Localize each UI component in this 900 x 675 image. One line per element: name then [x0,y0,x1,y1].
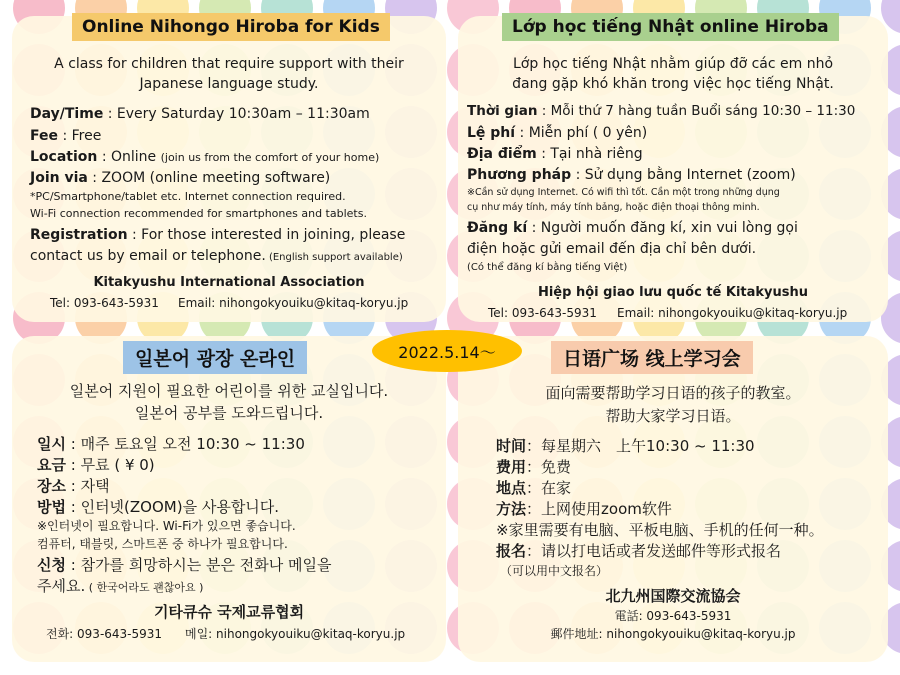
english-intro-line-2: Japanese language study. [139,76,319,92]
korean-place-value: : 자택 [65,477,110,495]
vietnamese-fee [467,125,647,141]
korean-note-line-1: ※인터넷이 필요합니다. Wi-Fi가 있으면 좋습니다. [37,519,296,533]
vietnamese-method-label: Phương pháp [467,167,572,183]
chinese-email[interactable]: 郵件地址: nihongokyouiku@kitaq-koryu.jp [550,627,796,641]
vietnamese-fee-value: : Miễn phí ( 0 yên) [515,125,648,141]
korean-reg-value: : 참가를 희망하시는 분은 전화나 메일을 [65,556,332,574]
korean-registration-line-2 [37,578,203,595]
korean-reg-note: ( 한국어라도 괜찮아요 ) [85,581,204,594]
korean-time-value: : 매주 토요일 오전 10:30 ~ 11:30 [65,435,305,453]
chinese-time-value: ：每星期六 上午10:30 ~ 11:30 [526,437,755,455]
chinese-tel: 電話: 093-643-5931 [614,609,732,623]
korean-method-value: : 인터넷(ZOOM)을 사용합니다. [65,498,280,516]
start-date-badge: 2022.5.14～ [372,330,522,372]
korean-reg-value-2: 주세요. [37,577,86,595]
english-registration-line-2 [30,248,403,264]
english-join [30,170,330,186]
chinese-intro-line-2: 帮助大家学习日语。 [605,407,741,425]
vietnamese-title: Lớp học tiếng Nhật online Hiroba [502,13,839,41]
vietnamese-place-value: : Tại nhà riêng [536,146,643,162]
vietnamese-email[interactable]: Email: nihongokyouiku@kitaq-koryu.jp [617,306,848,320]
korean-intro-line-2: 일본어 공부를 도와드립니다. [134,404,324,422]
chinese-reg-label: 报名 [496,542,527,560]
chinese-title: 日语广场 线上学习会 [551,341,753,374]
english-intro-line-1: A class for children that require support with their [54,56,404,72]
chinese-time [496,438,755,455]
chinese-method-value: ：上网使用zoom软件 [526,500,672,518]
english-note-line-2: Wi-Fi connection recommended for smartphones and tablets. [30,207,367,220]
english-note-line-1: *PC/Smartphone/tablet etc. Internet connection required. [30,190,346,203]
english-day-label: Day/Time [30,106,104,122]
english-reg-label: Registration [30,227,128,243]
english-location-label: Location [30,149,98,165]
vietnamese-method [467,167,796,183]
english-fee-value: : Free [58,128,102,144]
vietnamese-registration-line-2: điện hoặc gửi email đến địa chỉ bên dưới. [467,241,757,257]
english-day-value: : Every Saturday 10:30am – 11:30am [103,106,370,122]
vietnamese-reg-note: (Có thể đăng kí bằng tiếng Việt) [467,262,628,273]
chinese-fee [496,459,571,476]
vietnamese-registration [467,220,798,236]
chinese-method [496,501,672,518]
english-fee [30,128,101,144]
vietnamese-method-value: : Sử dụng bằng Internet (zoom) [571,167,796,183]
english-day-time [30,106,370,122]
korean-place [37,478,110,495]
korean-note-line-2: 컴퓨터, 태블릿, 스마트폰 중 하나가 필요합니다. [37,537,288,551]
vietnamese-tel: Tel: 093-643-5931 [488,306,597,320]
vietnamese-fee-label: Lệ phí [467,125,516,141]
english-title: Online Nihongo Hiroba for Kids [72,13,390,41]
korean-email[interactable]: 메일: nihongokyouiku@kitaq-koryu.jp [185,627,406,641]
chinese-registration [496,543,781,560]
vietnamese-intro-line-2: đang gặp khó khăn trong việc học tiếng Nhật. [512,76,834,92]
chinese-fee-value: ：免费 [526,458,572,476]
english-join-value: : ZOOM (online meeting software) [87,170,331,186]
english-association: Kitakyushu International Association [93,275,365,290]
english-location-value: : Online [97,149,161,165]
english-tel: Tel: 093-643-5931 [50,296,159,310]
korean-registration [37,557,332,574]
vietnamese-reg-value: : Người muốn đăng kí, xin vui lòng gọi [527,220,798,236]
vietnamese-time [467,104,855,120]
korean-fee-label: 요금 [37,456,66,474]
english-location [30,149,379,165]
chinese-fee-label: 费用 [496,458,527,476]
chinese-reg-value: ：请以打电话或者发送邮件等形式报名 [526,542,782,560]
english-location-note: (join us from the comfort of your home) [160,151,380,164]
english-email[interactable]: Email: nihongokyouiku@kitaq-koryu.jp [178,296,409,310]
korean-time-label: 일시 [37,435,66,453]
chinese-place-value: ：在家 [526,479,572,497]
vietnamese-reg-label: Đăng kí [467,220,528,236]
korean-method-label: 방법 [37,498,66,516]
korean-fee-value: : 무료 ( ¥ 0) [65,456,155,474]
chinese-note: ※家里需要有电脑、平板电脑、手机的任何一种。 [496,521,824,539]
english-registration [30,227,405,243]
korean-tel: 전화: 093-643-5931 [46,627,163,641]
korean-place-label: 장소 [37,477,66,495]
chinese-time-label: 时间 [496,437,527,455]
korean-reg-label: 신청 [37,556,66,574]
korean-fee [37,457,155,474]
chinese-place [496,480,571,497]
chinese-association: 北九州国際交流協会 [605,587,741,605]
korean-association: 기타큐슈 국제교류협회 [153,603,305,621]
vietnamese-note-line-1: ※Cần sử dụng Internet. Có wifi thì tốt. Cần một trong những dụng [467,187,780,198]
vietnamese-intro-line-1: Lớp học tiếng Nhật nhằm giúp đỡ các em nhỏ [512,56,834,72]
vietnamese-time-value: : Mỗi thứ 7 hàng tuần Buổi sáng 10:30 – 11:30 [537,103,856,119]
chinese-method-label: 方法 [496,500,527,518]
chinese-intro-line-1: 面向需要帮助学习日语的孩子的教室。 [545,384,801,402]
vietnamese-place [467,146,643,162]
korean-intro-line-1: 일본어 지원이 필요한 어린이를 위한 교실입니다. [69,382,389,400]
vietnamese-note-line-2: cụ như máy tính, máy tính bảng, hoặc điện thoại thông minh. [467,202,760,213]
english-fee-label: Fee [30,128,58,144]
vietnamese-time-label: Thời gian [467,103,538,119]
korean-title: 일본어 광장 온라인 [123,341,307,374]
korean-method [37,499,279,516]
chinese-reg-note: （可以用中文报名） [500,564,609,578]
english-join-label: Join via [30,170,88,186]
english-reg-value-2: contact us by email or telephone. [30,248,266,264]
korean-time [37,436,305,453]
english-reg-value: : For those interested in joining, please [127,227,406,243]
vietnamese-association: Hiệp hội giao lưu quốc tế Kitakyushu [537,285,809,300]
english-reg-note: (English support available) [265,252,403,263]
chinese-place-label: 地点 [496,479,527,497]
vietnamese-place-label: Địa điểm [467,146,537,162]
